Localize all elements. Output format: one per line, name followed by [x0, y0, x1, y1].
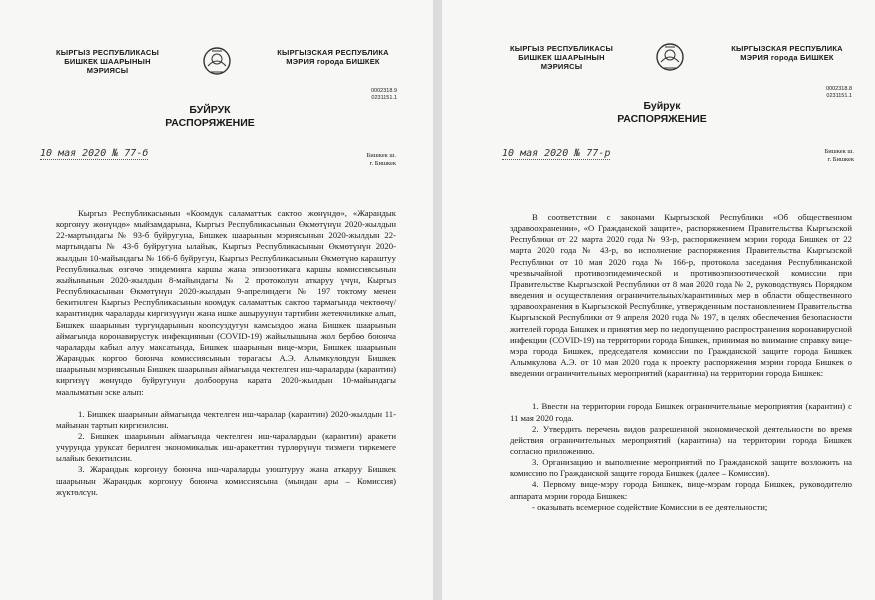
- header-left-org: КЫРГЫЗ РЕСПУБЛИКАСЫ БИШКЕК ШААРЫНЫН МЭРИЯСЫ: [510, 44, 613, 71]
- header-left-org: КЫРГЫЗ РЕСПУБЛИКАСЫ БИШКЕК ШААРЫНЫН МЭРИЯСЫ: [56, 48, 159, 75]
- registration-numbers: 0002318.8 0231151.1: [826, 86, 852, 99]
- body-paragraph: 2. Утвердить перечень видов разрешенной экономической деятельности во время действия ограничительных мероприятий (карантина) на территории города Бишкек согласно приложению.: [510, 423, 852, 456]
- body-paragraph: 1. Ввести на территории города Бишкек ограничительные мероприятия (карантин) с 11 мая 2020 года.: [510, 401, 852, 423]
- header-right-org: КЫРГЫЗСКАЯ РЕСПУБЛИКА МЭРИЯ города БИШКЕК: [277, 48, 389, 66]
- handwritten-date-number: 10 мая 2020 № 77-б: [40, 148, 149, 159]
- state-emblem-icon: [202, 46, 232, 78]
- document-page-kyrgyz: [0, 0, 433, 600]
- body-paragraph: 1. Бишкек шаарынын аймагында чектелген иш-чаралар (карантин) 2020-жылдын 11-майынан тартып киргизилсин.: [56, 408, 396, 430]
- city-label: Бишкек ш. г. Бишкек: [366, 152, 396, 167]
- document-title: БУЙРУК РАСПОРЯЖЕНИЕ: [165, 104, 255, 129]
- state-emblem-icon: [655, 42, 685, 74]
- body-paragraph: Кыргыз Республикасынын «Коомдук саламаттык сактоо жөнүндө», «Жарандык коргонуу жөнүндө» мыйзамдарына, Кыргыз Республикасынын Өкмөтүнүн 2020-жылдын 22-мартындагы № 93-б буйругуна, Бишкек шаарынын мэриясынын 2020-жылдын 22-мартындагы № 43-б буйругуна ылайык, Кыргыз Республикасынын Өкмөтүнүн 2020-жылдын 10-майындагы № 166-б буйругун, Кыргыз Республикасынын Өкмөтүнө караштуу Республикалык өзгөчө эпидемияга каршы жана эпизоотикага каршы комиссиясынын жыйынынын 2020-жылдын 8-майындагы № 2 протоколун аткаруу үчүн, Кыргыз Республикасынын Өкмөтүнүн 2020-жылдын 9-апрелиндеги № 197 токтому менен бекитилген Кыргыз Республикасынын коомдук саламаттык сактоо тармагында чектөөчү/карантиндик чараларды киргизүүнүн жана ишке ашыруунун тартибин жетекчиликке алып, Бишкек шаарынын тургундарынын коопсуздугун камсыздоо жана Бишкек шаарынын аймагында коронавирустук инфекциянын (COVID-19) жайылышына жол бербөө боюнча чараларды кабыл алуу максатында, Бишкек шаарынын вице-мэри, Бишкек шаарынын Жарандык коргоо боюнча комиссиясынын төрагасы А.Э. Алымкуловдун Бишкек шаарынын мэриясынын Бишкек шаарынын аймагында чектелген иш-чараларды (карантин) киргизүү жөнүндө буйругунун долбооруна карата 2020-жылдын 10-майындагы маалыматын эске алып:: [56, 208, 396, 397]
- body-paragraph: В соответствии с законами Кыргызской Республики «Об общественном здравоохранении», «О Гражданской защите», распоряжением Правительства Кыргызской Республики от 22 марта 2020 года № 93-р, распоряжением мэрии города Бишкек от 22 марта 2020 года № 43-р, во исполнение распоряжения Правительства Кыргызской Республики от 10 мая 2020 года № 166-р, протокола заседания Республиканской чрезвычайной противоэпидемической и противоэпизоотической комиссии при Правительстве Кыргызской Республики от 8 мая 2020 года № 2, руководствуясь Порядком введения и осуществления ограничительных/карантинных мер в области общественного здравоохранения в Кыргызской Республике, утвержденным постановлением Правительства Кыргызской Республики от 9 апреля 2020 года № 197, в целях обеспечения безопасности жителей города Бишкек и принятия мер по недопущению распространения коронавирусной инфекции (COVID-19) на территории города Бишкек, принимая во внимание справку вице-мэра города Бишкек, председателя комиссии по Гражданской защите города Бишкек Алымкулова А.Э. от 10 мая 2020 года к проекту распоряжения мэрии города Бишкек о введении ограничительных мероприятий (карантина) на территории города Бишкек:: [510, 212, 852, 379]
- document-body: [56, 208, 396, 498]
- city-label: Бишкек ш. г. Бишкек: [824, 148, 854, 163]
- body-paragraph: 3. Организацию и выполнение мероприятий по Гражданской защите возложить на комиссию по Гражданской защите города Бишкек (далее – Комиссия).: [510, 457, 852, 479]
- registration-numbers: 0002318.9 0231151.1: [371, 88, 397, 101]
- document-title: Буйрук РАСПОРЯЖЕНИЕ: [617, 100, 707, 125]
- body-paragraph: 3. Жарандык коргонуу боюнча иш-чараларды уюштуруу жана аткаруу Бишкек шаарынын Жарандык коргонуу боюнча комиссиясына (мындан ары – Комиссия) жүктөлсүн.: [56, 464, 396, 497]
- document-page-russian: [442, 0, 875, 600]
- body-paragraph: 4. Первому вице-мэру города Бишкек, вице-мэрам города Бишкек, руководителю аппарата мэрии города Бишкек:: [510, 479, 852, 501]
- header-right-org: КЫРГЫЗСКАЯ РЕСПУБЛИКА МЭРИЯ города БИШКЕК: [731, 44, 843, 62]
- body-paragraph: - оказывать всемерное содействие Комиссии в ее деятельности;: [532, 501, 768, 512]
- document-body: [510, 212, 852, 513]
- handwritten-date-number: 10 мая 2020 № 77-р: [502, 148, 611, 159]
- body-paragraph: 2. Бишкек шаарынын аймагында чектелген иш-чаралардын (карантин) аракети учурунда уруксат берилген экономикалык иш-аракеттин түрлөрүнүн тизмеги тиркемеге ылайык бекитилсин.: [56, 430, 396, 464]
